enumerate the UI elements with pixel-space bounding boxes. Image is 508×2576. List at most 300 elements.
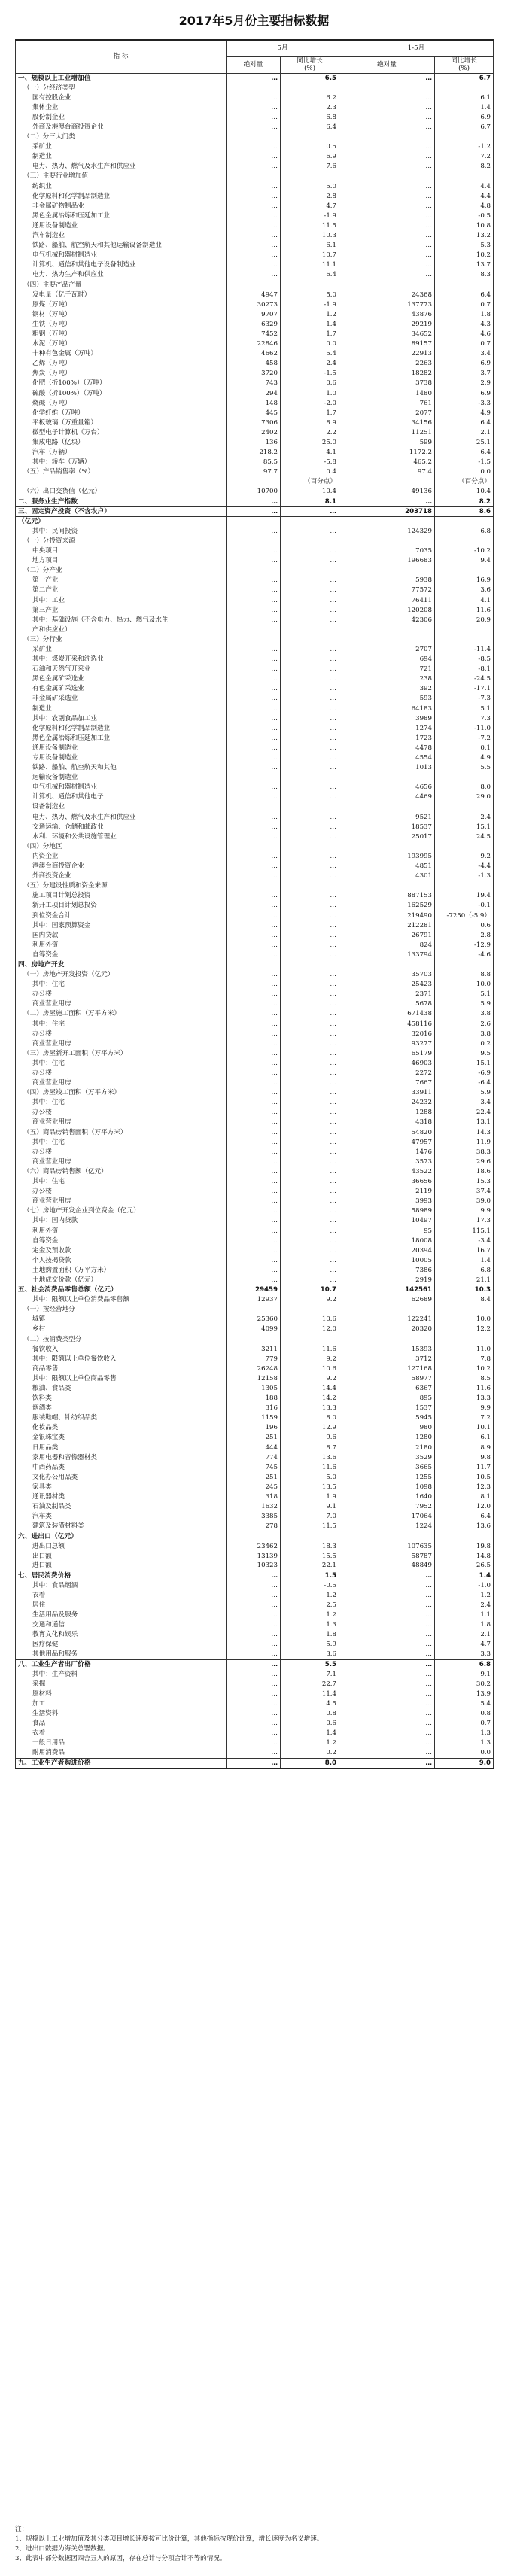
table-row [16, 595, 494, 605]
table-row [16, 487, 494, 497]
table-row [16, 1404, 494, 1413]
indicator-cell: （四）主要产品产量 [16, 280, 227, 290]
ytd-value-cell: 7035 [339, 546, 435, 556]
table-row [16, 1373, 494, 1383]
ytd-value-cell: 3738 [339, 379, 435, 388]
ytd-yoy-cell: 10.2 [435, 1364, 494, 1373]
section-row [16, 1659, 494, 1669]
ytd-yoy-cell: -3.4 [435, 1236, 494, 1245]
month-yoy-cell: … [281, 871, 339, 881]
ytd-yoy-cell: 11.6 [435, 605, 494, 615]
table-row [16, 822, 494, 832]
month-yoy-cell: 13.6 [281, 1452, 339, 1462]
ytd-value-cell: … [339, 1679, 435, 1689]
month-value-cell: 13139 [227, 1551, 281, 1561]
month-yoy-cell: 9.2 [281, 1295, 339, 1305]
ytd-yoy-cell [435, 1531, 494, 1541]
month-value-cell: … [227, 201, 281, 211]
ytd-value-cell: 7952 [339, 1502, 435, 1512]
ytd-yoy-cell: 16.7 [435, 1245, 494, 1255]
indicator-cell: 其中：轿车（万辆） [16, 458, 227, 467]
table-row [16, 1295, 494, 1305]
ytd-value-cell: 10497 [339, 1216, 435, 1226]
month-yoy-cell: … [281, 694, 339, 704]
ytd-value-cell: … [339, 211, 435, 220]
ytd-yoy-cell: 21.1 [435, 1275, 494, 1285]
indicator-cell: 商业营业用房 [16, 1078, 227, 1088]
month-value-cell: 4099 [227, 1324, 281, 1334]
month-value-cell: 779 [227, 1354, 281, 1364]
indicator-cell: 制造业 [16, 152, 227, 162]
month-value-cell: … [227, 142, 281, 152]
indicator-cell: 办公楼 [16, 990, 227, 999]
ytd-value-cell: 124329 [339, 526, 435, 536]
table-row [16, 891, 494, 901]
ytd-yoy-cell [435, 802, 494, 812]
table-row [16, 1344, 494, 1354]
table-row [16, 1679, 494, 1689]
ytd-yoy-cell: 15.1 [435, 1058, 494, 1068]
ytd-yoy-cell [435, 881, 494, 891]
month-value-cell: … [227, 1275, 281, 1285]
ytd-value-cell: … [339, 102, 435, 112]
month-value-cell: … [227, 1108, 281, 1118]
indicator-cell: 交通运输、仓储和邮政业 [16, 822, 227, 832]
month-yoy-cell: 6.2 [281, 93, 339, 102]
table-row [16, 733, 494, 743]
ytd-yoy-cell: 19.4 [435, 891, 494, 901]
month-yoy-cell: 6.8 [281, 112, 339, 122]
ytd-yoy-cell: 10.5 [435, 1472, 494, 1482]
indicator-cell: 自筹资金 [16, 950, 227, 960]
ytd-yoy-cell: -6.4 [435, 1078, 494, 1088]
ytd-value-cell: 58787 [339, 1551, 435, 1561]
ytd-yoy-cell: 13.2 [435, 231, 494, 241]
ytd-yoy-cell: 7.2 [435, 152, 494, 162]
table-row [16, 684, 494, 694]
month-yoy-cell: 3.6 [281, 1650, 339, 1659]
indicator-cell: 个人按揭贷款 [16, 1255, 227, 1265]
table-row [16, 1048, 494, 1058]
ytd-yoy-cell: 9.0 [435, 1758, 494, 1769]
month-yoy-cell: 1.9 [281, 1492, 339, 1502]
month-yoy-cell [281, 841, 339, 851]
month-value-cell: … [227, 891, 281, 901]
month-value-cell: … [227, 822, 281, 832]
month-yoy-cell: … [281, 1029, 339, 1039]
month-value-cell: 4662 [227, 349, 281, 359]
ytd-value-cell: … [339, 112, 435, 122]
indicator-cell: 其中：限额以上单位消费品零售额 [16, 1295, 227, 1305]
table-row [16, 1738, 494, 1748]
month-value-cell: … [227, 1758, 281, 1769]
ytd-value-cell: … [339, 122, 435, 132]
month-value-cell: … [227, 674, 281, 684]
month-value-cell: … [227, 546, 281, 556]
ytd-yoy-cell: 15.1 [435, 822, 494, 832]
ytd-value-cell: 694 [339, 655, 435, 665]
ytd-value-cell: 1255 [339, 1472, 435, 1482]
month-value-cell [227, 280, 281, 290]
ytd-yoy-cell: 13.9 [435, 1689, 494, 1699]
ytd-value-cell [339, 773, 435, 783]
table-body [16, 73, 494, 1769]
table-row [16, 930, 494, 940]
ytd-value-cell: … [339, 191, 435, 201]
ytd-yoy-cell: 8.4 [435, 1295, 494, 1305]
table-row [16, 723, 494, 733]
ytd-yoy-cell [435, 536, 494, 546]
indicator-cell: 发电量（亿千瓦时） [16, 290, 227, 300]
ytd-yoy-cell: 2.6 [435, 1019, 494, 1029]
ytd-yoy-cell: 3.7 [435, 369, 494, 379]
ytd-value-cell: 18282 [339, 369, 435, 379]
ytd-yoy-cell: 18.6 [435, 1166, 494, 1176]
ytd-yoy-cell: 38.3 [435, 1147, 494, 1157]
month-yoy-cell: … [281, 1216, 339, 1226]
table-row [16, 1502, 494, 1512]
ytd-yoy-cell: 3.6 [435, 585, 494, 595]
month-yoy-cell: 5.9 [281, 1640, 339, 1650]
indicator-cell: 土地成交价款（亿元） [16, 1275, 227, 1285]
month-value-cell [227, 83, 281, 93]
ytd-yoy-cell: 8.2 [435, 497, 494, 506]
month-yoy-cell: 1.3 [281, 1620, 339, 1630]
month-value-cell: 3211 [227, 1344, 281, 1354]
header-indicator: 指 标 [16, 40, 227, 73]
indicator-cell: 商业营业用房 [16, 999, 227, 1009]
month-value-cell: … [227, 743, 281, 753]
ytd-value-cell [339, 634, 435, 644]
month-yoy-cell: 0.8 [281, 1709, 339, 1719]
month-yoy-cell: … [281, 862, 339, 871]
header-yoy-jan-may [435, 56, 494, 73]
table-row [16, 1709, 494, 1719]
month-yoy-cell: 10.7 [281, 251, 339, 260]
indicator-cell: 化学原料和化学制品制造业 [16, 191, 227, 201]
table-row [16, 1157, 494, 1166]
table-row [16, 270, 494, 280]
indicator-cell: 计算机、通信和其他电子设备制造业 [16, 260, 227, 270]
table-row [16, 999, 494, 1009]
indicator-cell: 集成电路（亿块） [16, 437, 227, 447]
ytd-value-cell: 18008 [339, 1236, 435, 1245]
month-yoy-cell: 10.7 [281, 1285, 339, 1295]
month-yoy-cell: 11.5 [281, 1522, 339, 1531]
month-value-cell: 10700 [227, 487, 281, 497]
ytd-yoy-cell [435, 960, 494, 969]
ytd-yoy-cell: -1.0 [435, 1580, 494, 1590]
month-yoy-cell: 5.5 [281, 1659, 339, 1669]
ytd-value-cell: 4851 [339, 862, 435, 871]
ytd-value-cell: 7386 [339, 1265, 435, 1275]
ytd-value-cell: 32016 [339, 1029, 435, 1039]
month-value-cell [227, 132, 281, 142]
ytd-yoy-cell: 6.1 [435, 1433, 494, 1443]
header-yoy-may [281, 56, 339, 73]
indicator-cell: 中央项目 [16, 546, 227, 556]
ytd-value-cell: … [339, 1601, 435, 1610]
indicator-cell: （三）房屋新开工面积（万平方米） [16, 1048, 227, 1058]
month-value-cell [227, 566, 281, 576]
month-yoy-cell: … [281, 1177, 339, 1187]
ytd-yoy-cell [435, 516, 494, 526]
ytd-value-cell: 89157 [339, 339, 435, 349]
ytd-yoy-cell [435, 1334, 494, 1344]
ytd-yoy-cell [435, 280, 494, 290]
table-row [16, 1206, 494, 1216]
month-yoy-cell: 14.4 [281, 1383, 339, 1393]
indicator-cell: 利用外资 [16, 1226, 227, 1236]
month-value-cell: 30273 [227, 300, 281, 309]
indicator-cell: 产和供应业） [16, 625, 227, 634]
ytd-yoy-cell [435, 132, 494, 142]
ytd-value-cell: 65179 [339, 1048, 435, 1058]
indicator-cell: 烧碱（万吨） [16, 398, 227, 408]
table-row [16, 911, 494, 920]
ytd-yoy-cell: 9.9 [435, 1206, 494, 1216]
table-row [16, 1216, 494, 1226]
month-value-cell [227, 536, 281, 546]
month-value-cell: … [227, 506, 281, 516]
indicator-cell: 食品 [16, 1719, 227, 1729]
month-yoy-cell: （百分点） [281, 477, 339, 487]
ytd-yoy-cell: 1.4 [435, 1571, 494, 1580]
table-row [16, 1551, 494, 1561]
indicator-cell: 八、工业生产者出厂价格 [16, 1659, 227, 1669]
indicator-cell: 石油和天然气开采业 [16, 665, 227, 674]
ytd-yoy-cell: 4.8 [435, 201, 494, 211]
table-row [16, 1462, 494, 1472]
month-value-cell: 9707 [227, 309, 281, 319]
ytd-value-cell: 29219 [339, 319, 435, 329]
month-yoy-cell: 13.3 [281, 1404, 339, 1413]
indicator-cell: 办公楼 [16, 1068, 227, 1078]
ytd-yoy-cell: （百分点） [435, 477, 494, 487]
indicator-cell: 居住 [16, 1601, 227, 1610]
ytd-yoy-cell: -3.3 [435, 398, 494, 408]
ytd-yoy-cell: 9.4 [435, 556, 494, 566]
month-yoy-cell: … [281, 733, 339, 743]
ytd-value-cell: 1013 [339, 763, 435, 773]
ytd-value-cell: … [339, 220, 435, 230]
ytd-value-cell: 24232 [339, 1098, 435, 1108]
month-yoy-cell: … [281, 526, 339, 536]
ytd-yoy-cell: 24.5 [435, 832, 494, 841]
month-yoy-cell: 11.1 [281, 260, 339, 270]
ytd-value-cell: 824 [339, 940, 435, 950]
month-value-cell: … [227, 694, 281, 704]
indicator-cell: （二）按消费类型分 [16, 1334, 227, 1344]
ytd-value-cell: 43876 [339, 309, 435, 319]
ytd-yoy-cell: -17.1 [435, 684, 494, 694]
month-value-cell: … [227, 1206, 281, 1216]
indicator-cell: 办公楼 [16, 1029, 227, 1039]
indicator-cell: 定金及预收款 [16, 1245, 227, 1255]
month-yoy-cell: … [281, 1068, 339, 1078]
ytd-value-cell: 1640 [339, 1492, 435, 1502]
ytd-value-cell: 3529 [339, 1452, 435, 1462]
table-row [16, 1177, 494, 1187]
month-value-cell: 22846 [227, 339, 281, 349]
month-value-cell: … [227, 733, 281, 743]
ytd-value-cell: 3989 [339, 713, 435, 723]
table-row [16, 1226, 494, 1236]
month-yoy-cell [281, 83, 339, 93]
ytd-yoy-cell: 16.9 [435, 576, 494, 585]
indicator-cell: 利用外资 [16, 940, 227, 950]
indicator-cell: 汽车类 [16, 1512, 227, 1522]
month-value-cell: … [227, 1699, 281, 1708]
ytd-yoy-cell: 12.0 [435, 1502, 494, 1512]
month-yoy-cell: 6.4 [281, 122, 339, 132]
table-row [16, 1255, 494, 1265]
indicator-cell: 其中：限额以上单位商品零售 [16, 1373, 227, 1383]
table-row [16, 1413, 494, 1423]
month-yoy-cell: 8.0 [281, 1758, 339, 1769]
month-yoy-cell: … [281, 704, 339, 713]
indicator-cell: 股份制企业 [16, 112, 227, 122]
ytd-yoy-cell: 6.4 [435, 448, 494, 458]
month-yoy-cell: 14.2 [281, 1394, 339, 1404]
ytd-value-cell: 1723 [339, 733, 435, 743]
month-value-cell: … [227, 812, 281, 822]
ytd-yoy-cell: 5.1 [435, 704, 494, 713]
month-value-cell: … [227, 1137, 281, 1147]
month-value-cell: … [227, 556, 281, 566]
table-row [16, 1245, 494, 1255]
table-row [16, 309, 494, 319]
page-title: 2017年5月份主要指标数据 [178, 13, 330, 28]
table-row [16, 1729, 494, 1738]
ytd-value-cell [339, 172, 435, 181]
indicator-cell: 电气机械和器材制造业 [16, 251, 227, 260]
month-yoy-cell [281, 566, 339, 576]
indicator-cell: 采矿业 [16, 644, 227, 654]
table-row [16, 851, 494, 861]
month-value-cell: … [227, 181, 281, 191]
ytd-value-cell: … [339, 1580, 435, 1590]
ytd-yoy-cell: 6.7 [435, 122, 494, 132]
ytd-value-cell [339, 1531, 435, 1541]
month-value-cell: … [227, 901, 281, 911]
table-row [16, 132, 494, 142]
month-value-cell: … [227, 911, 281, 920]
indicator-cell: 第二产业 [16, 585, 227, 595]
table-row [16, 1088, 494, 1098]
month-yoy-cell [281, 802, 339, 812]
indicator-cell: （六）商品房销售额（亿元） [16, 1166, 227, 1176]
month-yoy-cell: … [281, 1226, 339, 1236]
month-value-cell: … [227, 1197, 281, 1206]
table-row [16, 1394, 494, 1404]
month-yoy-cell [281, 1334, 339, 1344]
ytd-value-cell: 137773 [339, 300, 435, 309]
ytd-value-cell: 1476 [339, 1147, 435, 1157]
ytd-value-cell: 107635 [339, 1541, 435, 1551]
ytd-value-cell: 97.4 [339, 467, 435, 477]
ytd-value-cell: 1098 [339, 1482, 435, 1492]
ytd-yoy-cell: -0.1 [435, 901, 494, 911]
month-yoy-cell: 10.6 [281, 1364, 339, 1373]
ytd-yoy-cell: 3.4 [435, 1098, 494, 1108]
indicator-cell: 施工项目计划总投资 [16, 891, 227, 901]
ytd-yoy-cell: 10.2 [435, 251, 494, 260]
indicator-cell: 十种有色金属（万吨） [16, 349, 227, 359]
month-value-cell [227, 773, 281, 783]
indicator-cell: 衣着 [16, 1729, 227, 1738]
table-row [16, 1236, 494, 1245]
month-value-cell: … [227, 1669, 281, 1679]
table-row [16, 1719, 494, 1729]
indicator-cell: 计算机、通信和其他电子 [16, 792, 227, 802]
ytd-value-cell: 18537 [339, 822, 435, 832]
month-yoy-cell: 6.1 [281, 241, 339, 251]
month-value-cell: 1159 [227, 1413, 281, 1423]
ytd-yoy-cell: 5.9 [435, 999, 494, 1009]
month-yoy-cell: 2.5 [281, 1601, 339, 1610]
month-value-cell: 4947 [227, 290, 281, 300]
month-value-cell: … [227, 1019, 281, 1029]
ytd-yoy-cell [435, 83, 494, 93]
ytd-yoy-cell: 10.1 [435, 1423, 494, 1433]
ytd-yoy-cell: 4.3 [435, 319, 494, 329]
table-row [16, 369, 494, 379]
month-value-cell: … [227, 1177, 281, 1187]
month-value-cell: … [227, 1709, 281, 1719]
indicator-cell: 通用设备制造业 [16, 220, 227, 230]
month-yoy-cell: 1.4 [281, 1729, 339, 1738]
table-row [16, 1334, 494, 1344]
ytd-yoy-cell: 6.9 [435, 112, 494, 122]
month-value-cell: 196 [227, 1423, 281, 1433]
month-value-cell: … [227, 152, 281, 162]
table-row [16, 191, 494, 201]
month-yoy-cell: … [281, 644, 339, 654]
month-yoy-cell: 1.5 [281, 1571, 339, 1580]
ytd-value-cell: 3993 [339, 1197, 435, 1206]
month-yoy-cell: 0.6 [281, 1719, 339, 1729]
month-yoy-cell: … [281, 792, 339, 802]
table-row [16, 605, 494, 615]
ytd-yoy-cell: 12.3 [435, 1482, 494, 1492]
month-yoy-cell: … [281, 1058, 339, 1068]
ytd-yoy-cell: 9.1 [435, 1669, 494, 1679]
ytd-yoy-cell: 39.0 [435, 1197, 494, 1206]
ytd-yoy-cell: -7.3 [435, 694, 494, 704]
month-value-cell: 3720 [227, 369, 281, 379]
indicator-cell: 四、房地产开发 [16, 960, 227, 969]
month-value-cell: 3385 [227, 1512, 281, 1522]
indicator-cell: 建筑及装潢材料类 [16, 1522, 227, 1531]
month-yoy-cell: … [281, 1137, 339, 1147]
ytd-value-cell: 4656 [339, 783, 435, 792]
ytd-yoy-cell: 15.3 [435, 1177, 494, 1187]
ytd-yoy-cell: 2.9 [435, 379, 494, 388]
indicator-cell: 黑色金属矿采选业 [16, 674, 227, 684]
table-row [16, 280, 494, 290]
ytd-yoy-cell: -8.1 [435, 665, 494, 674]
month-value-cell: 188 [227, 1394, 281, 1404]
month-value-cell: 774 [227, 1452, 281, 1462]
ytd-yoy-cell: 3.4 [435, 349, 494, 359]
month-yoy-cell: -1.9 [281, 300, 339, 309]
ytd-value-cell: 47957 [339, 1137, 435, 1147]
month-yoy-cell: 13.5 [281, 1482, 339, 1492]
ytd-value-cell: … [339, 1729, 435, 1738]
table-row [16, 585, 494, 595]
month-yoy-cell: 9.6 [281, 1433, 339, 1443]
